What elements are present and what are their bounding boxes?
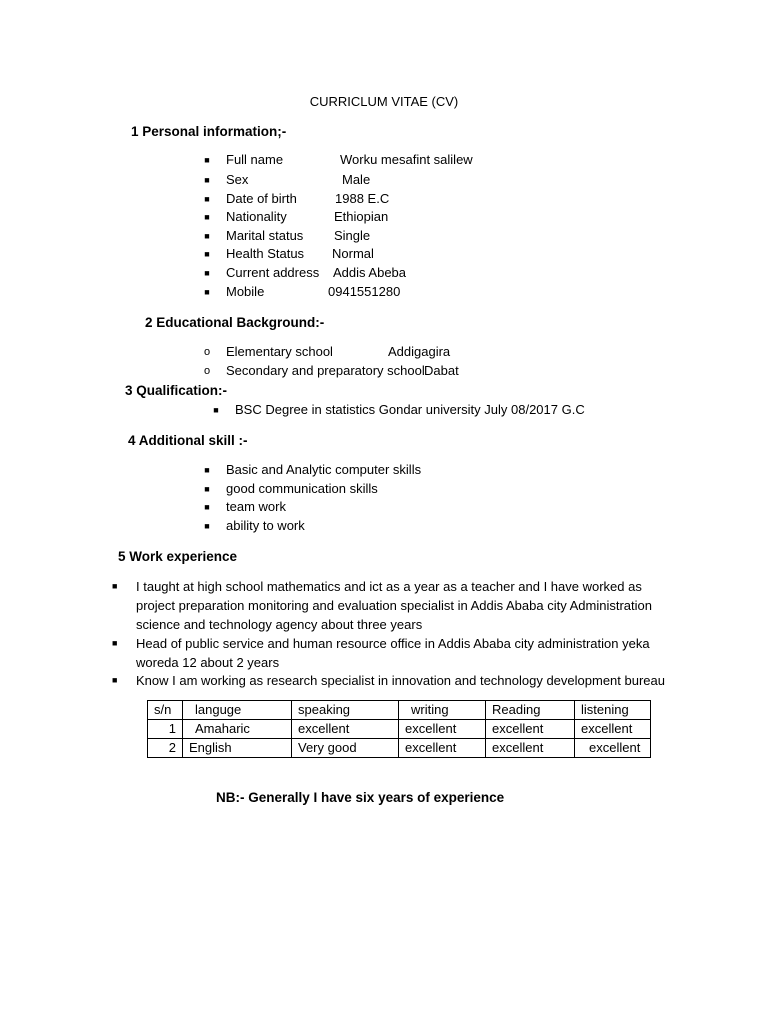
work-item: Know I am working as research specialist in innovation and technology development bureau <box>136 673 665 688</box>
table-header-cell: speaking <box>292 701 399 720</box>
skill-text: good communication skills <box>226 481 378 496</box>
skill-item <box>202 498 602 516</box>
bullet-icon: ■ <box>204 287 210 297</box>
personal-label: Mobile <box>226 284 265 299</box>
cv-title: CURRICLUM VITAE (CV) <box>309 94 459 109</box>
education-heading: 2 Educational Background:- <box>145 315 325 330</box>
bullet-icon: ■ <box>204 521 210 531</box>
table-cell: excellent <box>399 739 486 758</box>
education-item <box>202 362 602 380</box>
personal-label: Health Status <box>226 246 305 261</box>
bullet-icon: ■ <box>204 484 210 494</box>
skill-item <box>202 461 602 479</box>
table-header-cell: s/n <box>148 701 183 720</box>
table-cell: excellent <box>292 720 399 739</box>
table-cell: English <box>183 739 292 758</box>
bullet-icon: ■ <box>204 502 210 512</box>
skill-text: Basic and Analytic computer skills <box>226 462 422 477</box>
personal-label: Date of birth <box>226 191 297 206</box>
education-value: Dabat <box>424 363 459 378</box>
personal-label: Full name <box>226 152 284 167</box>
bullet-icon: ■ <box>204 268 210 278</box>
table-cell: excellent <box>399 720 486 739</box>
personal-value: Single <box>334 228 371 243</box>
skill-text: team work <box>226 499 286 514</box>
qualification-heading: 3 Qualification:- <box>125 383 228 398</box>
personal-label: Nationality <box>226 209 287 224</box>
bullet-icon: ■ <box>204 194 210 204</box>
personal-value: 0941551280 <box>328 284 401 299</box>
table-cell: excellent <box>575 739 651 758</box>
bullet-icon: ■ <box>112 581 118 591</box>
personal-label: Current address <box>226 265 320 280</box>
circle-bullet-icon: o <box>203 346 211 358</box>
table-cell: Amaharic <box>183 720 292 739</box>
education-value: Addigagira <box>388 344 451 359</box>
work-heading: 5 Work experience <box>118 549 238 564</box>
bullet-icon: ■ <box>204 231 210 241</box>
personal-item <box>202 171 602 189</box>
education-label: Secondary and preparatory school <box>226 363 425 378</box>
bullet-icon: ■ <box>112 675 118 685</box>
personal-value: Normal <box>332 246 374 261</box>
skill-item <box>202 480 602 498</box>
skills-heading: 4 Additional skill :- <box>128 433 248 448</box>
table-cell: Very good <box>292 739 399 758</box>
personal-item <box>202 151 602 169</box>
bullet-icon: ■ <box>204 465 210 475</box>
personal-item <box>202 283 602 301</box>
skill-item <box>202 517 602 535</box>
personal-label: Sex <box>226 172 249 187</box>
skill-text: ability to work <box>226 518 305 533</box>
personal-value: 1988 E.C <box>335 191 390 206</box>
personal-value: Male <box>342 172 371 187</box>
bullet-icon: ■ <box>204 175 210 185</box>
education-label: Elementary school <box>226 344 333 359</box>
personal-label: Marital status <box>226 228 304 243</box>
personal-item <box>202 190 602 208</box>
personal-item <box>202 245 602 263</box>
education-item <box>202 343 602 361</box>
bullet-icon: ■ <box>213 405 219 415</box>
qualification-text: BSC Degree in statistics Gondar university July 08/2017 G.C <box>235 402 585 417</box>
table-header-row <box>148 701 651 720</box>
qualification-item <box>211 401 661 419</box>
personal-item <box>202 227 602 245</box>
personal-heading: 1 Personal information;- <box>131 124 287 139</box>
work-item: Head of public service and human resource office in Addis Ababa city administration yeka woreda 12 about 2 years <box>136 636 650 670</box>
table-row <box>148 739 651 758</box>
circle-bullet-icon: o <box>203 365 211 377</box>
table-cell: 1 <box>148 720 183 739</box>
table-header-cell: languge <box>183 701 292 720</box>
table-header-cell: listening <box>575 701 651 720</box>
nb-note: NB:- Generally I have six years of experience <box>216 790 505 805</box>
bullet-icon: ■ <box>204 155 210 165</box>
table-header-cell: Reading <box>486 701 575 720</box>
table-row <box>148 720 651 739</box>
table-cell: excellent <box>486 720 575 739</box>
personal-item <box>202 264 602 282</box>
personal-value: Ethiopian <box>334 209 389 224</box>
bullet-icon: ■ <box>204 249 210 259</box>
table-cell: 2 <box>148 739 183 758</box>
personal-item <box>202 208 602 226</box>
bullet-icon: ■ <box>112 638 118 648</box>
language-table <box>147 700 651 758</box>
table-cell: excellent <box>575 720 651 739</box>
bullet-icon: ■ <box>204 212 210 222</box>
personal-value: Worku mesafint salilew <box>340 152 473 167</box>
table-header-cell: writing <box>399 701 486 720</box>
work-item: I taught at high school mathematics and ict as a year as a teacher and I have worked as project preparation monitoring and evaluation specialist in Addis Ababa city Administration science and technology agency about three years <box>136 579 652 632</box>
personal-value: Addis Abeba <box>333 265 407 280</box>
table-cell: excellent <box>486 739 575 758</box>
